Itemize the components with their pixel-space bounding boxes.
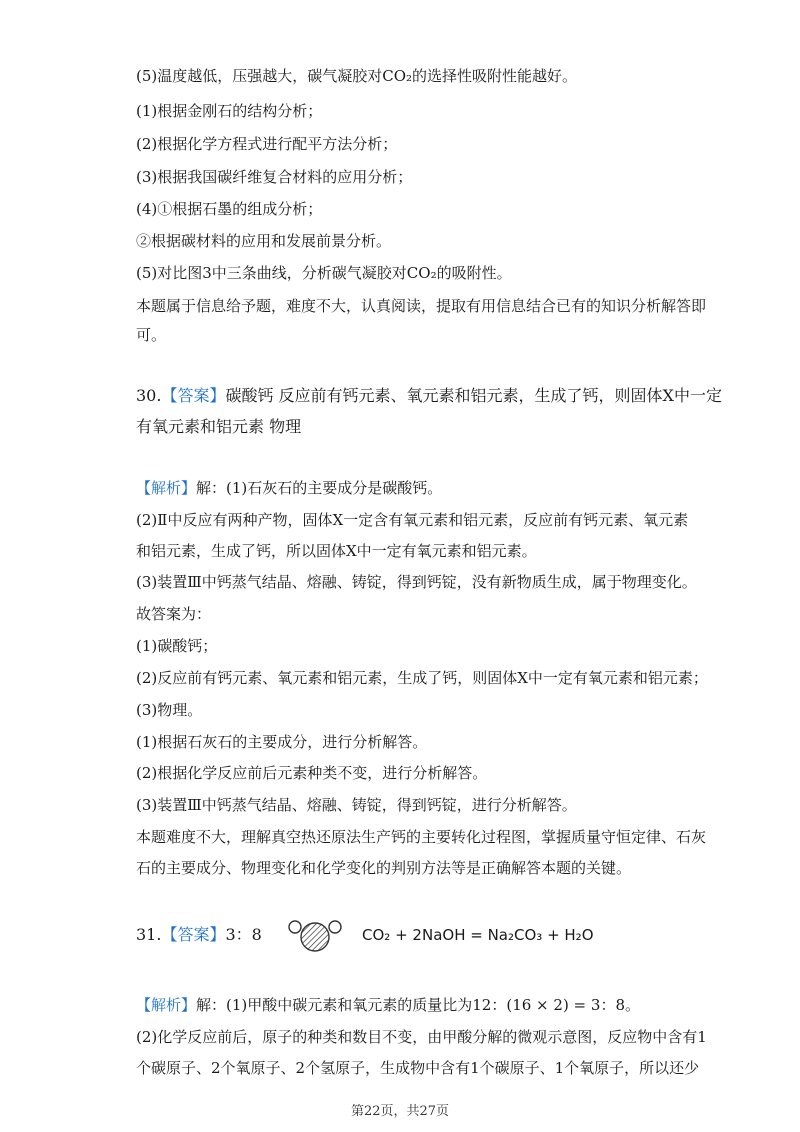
q29-line-6: ②根据碳材料的应用和发展前景分析。 bbox=[136, 232, 392, 250]
q29-line-7: (5)对比图3中三条曲线，分析碳气凝胶对CO₂的吸附性。 bbox=[136, 264, 512, 282]
q30-line-4: (3)装置Ⅲ中钙蒸气结晶、熔融、铸锭，得到钙锭，没有新物质生成，属于物理变化。 bbox=[136, 573, 697, 591]
q30-answer-line-2: 有氧元素和铝元素 物理 bbox=[136, 417, 302, 436]
q30-line-9: (1)根据石灰石的主要成分，进行分析解答。 bbox=[136, 733, 428, 751]
q29-line-4: (3)根据我国碳纤维复合材料的应用分析； bbox=[136, 168, 413, 186]
oxygen-atom-icon bbox=[301, 923, 329, 951]
q30-line-13: 石的主要成分、物理变化和化学变化的判别方法等是正确解答本题的关键。 bbox=[136, 859, 632, 877]
answer-label: 【答案】 bbox=[161, 386, 226, 405]
q31-analysis bbox=[136, 995, 680, 1015]
hydrogen-atom-right-icon bbox=[329, 921, 341, 933]
q30-line-3: 和铝元素，生成了钙，所以固体X中一定有氧元素和铝元素。 bbox=[136, 542, 537, 560]
q31-line-3: 个碳原子、2个氧原子、2个氢原子，生成物中含有1个碳原子、1个氧原子，所以还少 bbox=[136, 1059, 700, 1077]
q29-line-8: 本题属于信息给予题，难度不大，认真阅读，提取有用信息结合已有的知识分析解答即 bbox=[136, 297, 707, 315]
q29-line-1: (5)温度越低，压强越大，碳气凝胶对CO₂的选择性吸附性能越好。 bbox=[136, 67, 578, 85]
answer-label: 【答案】 bbox=[161, 925, 226, 944]
chemical-equation: CO₂ + 2NaOH = Na₂CO₃ + H₂O bbox=[362, 926, 594, 944]
q30-analysis bbox=[136, 478, 680, 498]
q30-line-6: (1)碳酸钙； bbox=[136, 637, 218, 655]
q30-answer-line-1: 碳酸钙 反应前有钙元素、氧元素和铝元素，生成了钙，则固体X中一定 bbox=[225, 386, 722, 405]
q30-line-8: (3)物理。 bbox=[136, 701, 203, 719]
q30-line-10: (2)根据化学反应前后元素种类不变，进行分析解答。 bbox=[136, 764, 488, 782]
hydrogen-atom-left-icon bbox=[289, 921, 301, 933]
q31-analysis-line-1: 解：(1)甲酸中碳元素和氧元素的质量比为12：(16 × 2) = 3：8。 bbox=[196, 996, 640, 1014]
q30-line-2: (2)Ⅱ中反应有两种产物，固体X一定含有氧元素和铝元素，反应前有钙元素、氧元素 bbox=[136, 511, 689, 529]
q29-line-9: 可。 bbox=[136, 326, 167, 344]
analysis-label: 【解析】 bbox=[136, 996, 197, 1014]
q29-line-5: (4)①根据石墨的组成分析； bbox=[136, 200, 323, 218]
q29-line-2: (1)根据金刚石的结构分析； bbox=[136, 102, 323, 120]
q31-line-2: (2)化学反应前后，原子的种类和数目不变，由甲酸分解的微观示意图，反应物中含有1 bbox=[136, 1028, 707, 1046]
q31-ratio: 3：8 bbox=[225, 925, 262, 944]
q30-analysis-line-1: 解：(1)石灰石的主要成分是碳酸钙。 bbox=[196, 479, 443, 497]
q31-number: 31. bbox=[136, 925, 162, 944]
q29-line-3: (2)根据化学方程式进行配平方法分析； bbox=[136, 135, 398, 153]
molecule-diagram-icon bbox=[281, 919, 349, 953]
q30-line-7: (2)反应前有钙元素、氧元素和铝元素，生成了钙，则固体X中一定有氧元素和铝元素； bbox=[136, 669, 708, 687]
q30-line-5: 故答案为： bbox=[136, 605, 212, 623]
q31-answer bbox=[136, 918, 680, 952]
q30-number: 30. bbox=[136, 386, 162, 405]
analysis-label: 【解析】 bbox=[136, 479, 197, 497]
q30-answer bbox=[136, 386, 722, 406]
q30-line-11: (3)装置Ⅲ中钙蒸气结晶、熔融、铸锭，得到钙锭，进行分析解答。 bbox=[136, 796, 577, 814]
page-footer: 第22页，共27页 bbox=[350, 1104, 450, 1119]
q30-line-12: 本题难度不大，理解真空热还原法生产钙的主要转化过程图，掌握质量守恒定律、石灰 bbox=[136, 828, 707, 846]
